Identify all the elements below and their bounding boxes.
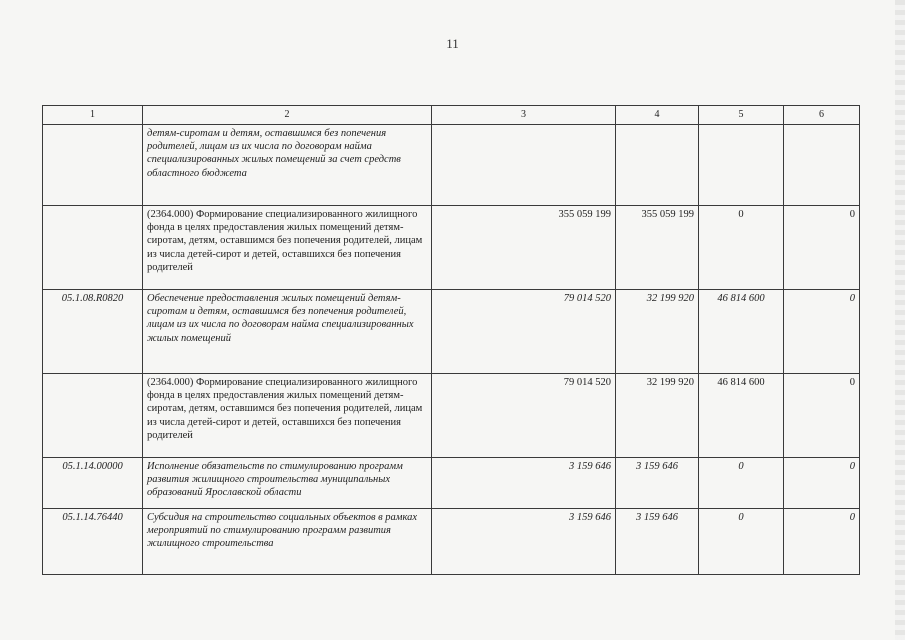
row-value-col3: 3 159 646: [432, 509, 616, 575]
row-description: Обеспечение предоставления жилых помещений детям-сиротам и детям, оставшимся без попечения родителей, лицам из их числа по договорам найма специализированных жилых помещений: [143, 290, 432, 374]
column-header-2: 2: [143, 106, 432, 125]
table-row: [43, 458, 860, 509]
row-description: Субсидия на строительство социальных объектов в рамках мероприятий по стимулированию программ развития жилищного строительства: [143, 509, 432, 575]
column-header-5: 5: [699, 106, 784, 125]
row-value-col5: 46 814 600: [699, 290, 784, 374]
row-value-col5: 0: [699, 206, 784, 290]
column-header-3: 3: [432, 106, 616, 125]
row-value-col5: 46 814 600: [699, 374, 784, 458]
row-description: Исполнение обязательств по стимулированию программ развития жилищного строительства муниципальных образований Ярославской области: [143, 458, 432, 509]
row-value-col4: 3 159 646: [616, 509, 699, 575]
row-value-col4: 32 199 920: [616, 290, 699, 374]
row-value-col4: 355 059 199: [616, 206, 699, 290]
scan-edge-artifact: [895, 0, 905, 640]
row-code: 05.1.14.76440: [43, 509, 143, 575]
table-row: [43, 509, 860, 575]
row-value-col3: 3 159 646: [432, 458, 616, 509]
row-value-col6: 0: [784, 206, 860, 290]
row-value-col5: 0: [699, 458, 784, 509]
table-row: [43, 290, 860, 374]
row-value-col4: 32 199 920: [616, 374, 699, 458]
column-header-4: 4: [616, 106, 699, 125]
table-row: [43, 125, 860, 206]
row-value-col6: 0: [784, 509, 860, 575]
table-row: [43, 206, 860, 290]
column-header-6: 6: [784, 106, 860, 125]
row-value-col3: 79 014 520: [432, 290, 616, 374]
row-description: (2364.000) Формирование специализированного жилищного фонда в целях предоставления жилых помещений детям-сиротам, детям, оставшимся без попечения родителей, лицам из числа детей-сирот и детей, оставшихся без попечения родителей: [143, 206, 432, 290]
row-value-col6: 0: [784, 458, 860, 509]
table-row: [43, 374, 860, 458]
row-value-col6: 0: [784, 290, 860, 374]
row-value-col4: 3 159 646: [616, 458, 699, 509]
row-code: 05.1.14.00000: [43, 458, 143, 509]
budget-table: [42, 105, 860, 575]
page-number: 11: [446, 36, 459, 51]
row-value-col3: 79 014 520: [432, 374, 616, 458]
row-value-col4: [616, 125, 699, 206]
row-description: детям-сиротам и детям, оставшимся без попечения родителей, лицам из их числа по договорам найма специализированных жилых помещений за счет средств областного бюджета: [143, 125, 432, 206]
table-header-row: [43, 106, 860, 125]
row-code: [43, 125, 143, 206]
row-value-col3: 355 059 199: [432, 206, 616, 290]
row-value-col6: 0: [784, 374, 860, 458]
row-description: (2364.000) Формирование специализированного жилищного фонда в целях предоставления жилых помещений детям-сиротам, детям, оставшимся без попечения родителей, лицам из числа детей-сирот и детей, оставшихся без попечения родителей: [143, 374, 432, 458]
row-code: [43, 206, 143, 290]
row-value-col3: [432, 125, 616, 206]
row-code: [43, 374, 143, 458]
column-header-1: 1: [43, 106, 143, 125]
row-value-col5: [699, 125, 784, 206]
row-value-col5: 0: [699, 509, 784, 575]
row-value-col6: [784, 125, 860, 206]
row-code: 05.1.08.R0820: [43, 290, 143, 374]
